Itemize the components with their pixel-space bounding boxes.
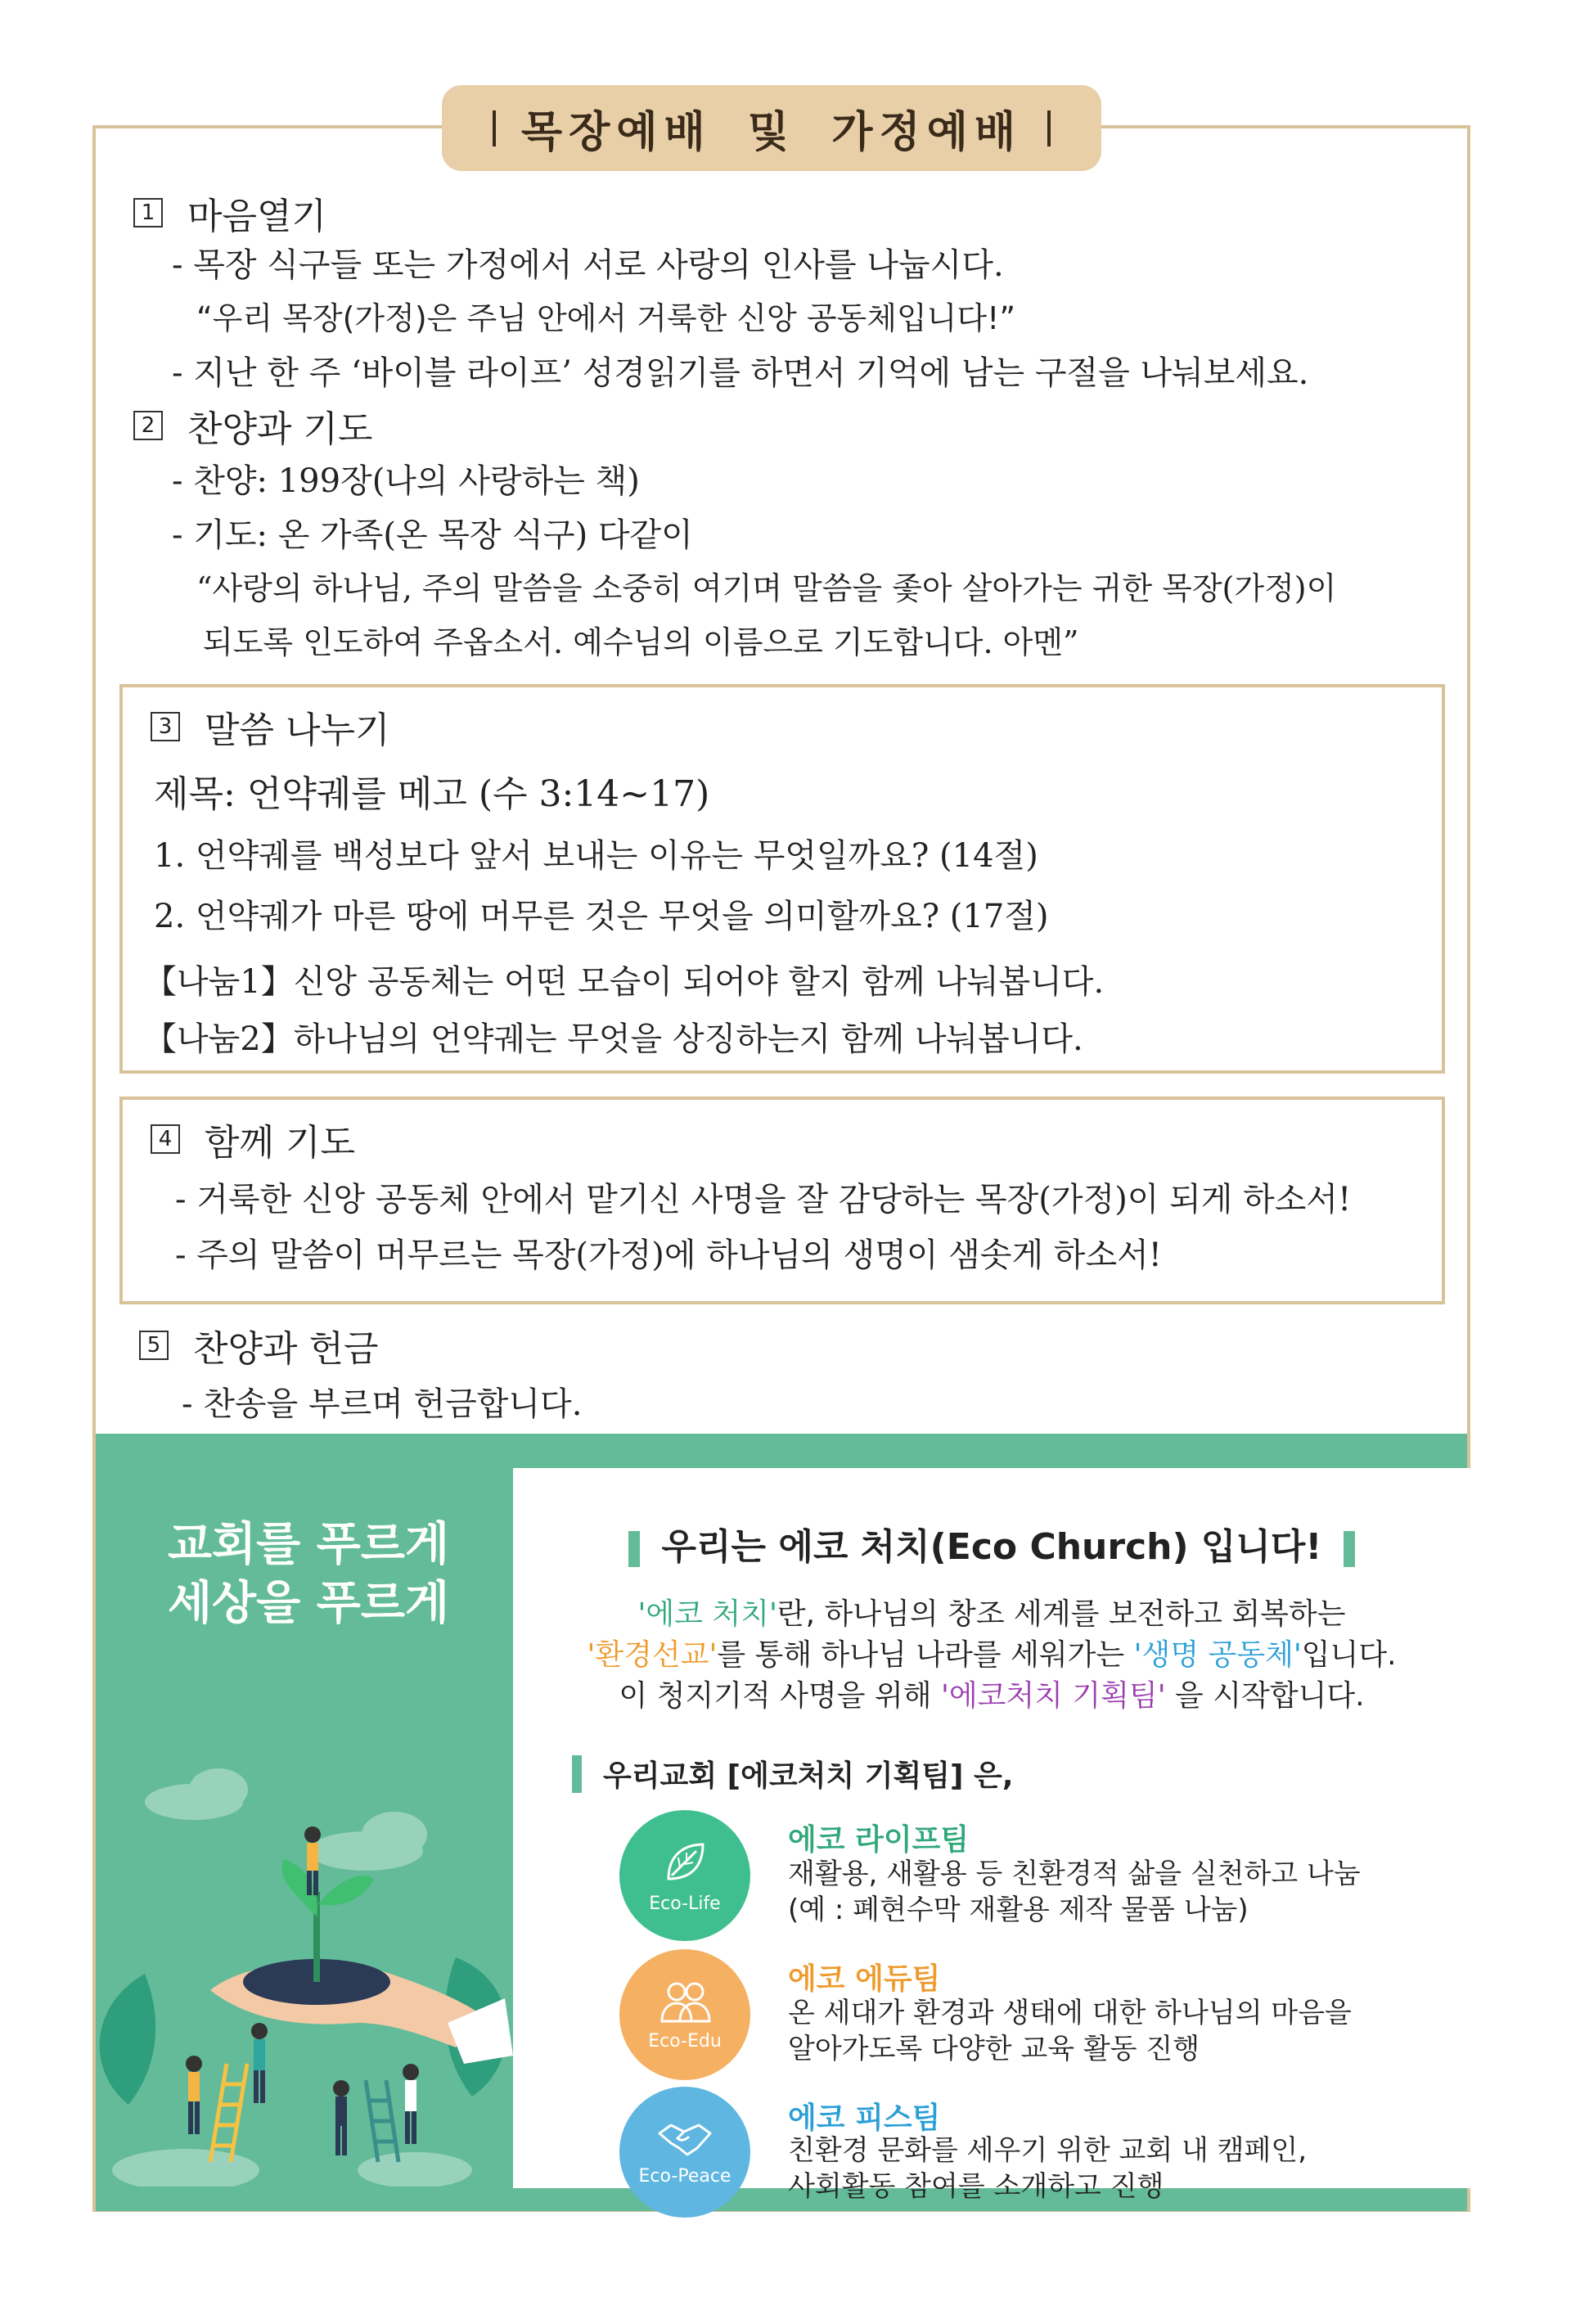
- text: 를 통해 하나님 나라를 세워가는: [717, 1638, 1134, 1672]
- slogan-line-1: 교회를 푸르게: [167, 1518, 450, 1571]
- title-bar-left: [493, 110, 496, 146]
- title-mark-left: [628, 1531, 640, 1567]
- team-name-life: 에코 라이프팀: [788, 1823, 970, 1857]
- sec4-line-2: - 주의 말씀이 머무르는 목장(가정)에 하나님의 생명이 샘솟게 하소서!: [175, 1236, 1162, 1274]
- eco-title: [513, 1517, 1470, 1570]
- slogan-line-2: 세상을 푸르게: [167, 1577, 450, 1630]
- person-icon: [403, 2064, 419, 2144]
- sec3-subject: 제목: 언약궤를 메고 (수 3:14~17): [154, 773, 710, 815]
- badge-label: Eco-Life: [649, 1893, 721, 1914]
- leaf-icon: [660, 1838, 709, 1887]
- section-title: 말씀 나누기: [205, 709, 390, 751]
- sec2-line-4: 되도록 인도하여 주옵소서. 예수님의 이름으로 기도합니다. 아멘”: [203, 624, 1079, 660]
- section-title: 찬양과 헌금: [193, 1328, 379, 1370]
- section-title: 함께 기도: [205, 1122, 356, 1164]
- title-mark-right: [1344, 1531, 1355, 1567]
- person-icon: [186, 2056, 202, 2134]
- sec4-line-1: - 거룩한 신앙 공동체 안에서 맡기신 사명을 잘 감당하는 목장(가정)이 되게 하소서!: [175, 1181, 1352, 1218]
- person-icon: [333, 2080, 349, 2155]
- team-desc-life-2: (예 : 폐현수막 재활용 제작 물품 나눔): [788, 1894, 1249, 1926]
- eco-info-panel: [513, 1468, 1470, 2203]
- eco-edu-badge: [619, 1949, 750, 2080]
- team-heading-mark: [572, 1755, 582, 1793]
- section-number: 4: [151, 1124, 180, 1154]
- highlight-eco-church: '에코 처치': [637, 1597, 777, 1631]
- sec5-line-1: - 찬송을 부르며 헌금합니다.: [182, 1385, 583, 1423]
- leaf-icon: [318, 1876, 374, 1905]
- ladder-icon: [210, 2064, 247, 2162]
- team-heading-text: 우리교회 [에코처치 기획팀] 은,: [603, 1759, 1014, 1793]
- text: 입니다.: [1301, 1638, 1397, 1672]
- section-2-heading: [133, 399, 373, 452]
- team-heading: [572, 1753, 1014, 1795]
- section-number: 5: [139, 1331, 169, 1360]
- sec1-line-2: “우리 목장(가정)은 주님 안에서 거룩한 신앙 공동체입니다!”: [196, 300, 1016, 336]
- ladder-icon: [366, 2080, 398, 2162]
- eco-paragraph-line-1: [513, 1591, 1470, 1633]
- page-title: [442, 85, 1101, 171]
- highlight-planning-team: '에코처치 기획팀': [940, 1679, 1166, 1713]
- section-title: 찬양과 기도: [187, 408, 373, 450]
- text: 란, 하나님의 창조 세계를 보전하고 회복하는: [776, 1597, 1346, 1631]
- text: 을 시작합니다.: [1165, 1679, 1365, 1713]
- section-title: 마음열기: [187, 196, 327, 237]
- eco-church-section: [96, 1434, 1467, 2211]
- section-number: 2: [133, 411, 163, 440]
- handshake-icon: [656, 2119, 713, 2160]
- section-number: 3: [151, 712, 180, 741]
- team-desc-peace-1: 친환경 문화를 세우기 위한 교회 내 캠페인,: [788, 2134, 1307, 2167]
- section-3-heading: [151, 700, 390, 753]
- people-icon: [659, 1979, 711, 2024]
- sec2-line-3: “사랑의 하나님, 주의 말씀을 소중히 여기며 말씀을 좇아 살아가는 귀한 목장(가정)이: [196, 570, 1337, 606]
- team-desc-life-1: 재활용, 새활용 등 친환경적 삶을 실천하고 나눔: [788, 1858, 1361, 1890]
- sec2-line-1: - 찬양: 199장(나의 사랑하는 책): [172, 462, 640, 500]
- badge-label: Eco-Edu: [648, 2030, 722, 2052]
- sec1-line-1: - 목장 식구들 또는 가정에서 서로 사랑의 인사를 나눕시다.: [172, 246, 1004, 284]
- page-title-text: 목장예배 및 가정예배: [520, 108, 1023, 157]
- team-name-edu: 에코 에듀팀: [788, 1962, 941, 1996]
- sec3-share-2: 【나눔2】하나님의 언약궤는 무엇을 상징하는지 함께 나눠봅니다.: [144, 1020, 1083, 1058]
- title-bar-right: [1047, 110, 1051, 146]
- eco-paragraph-line-3: [513, 1673, 1470, 1714]
- section-5-heading: [139, 1319, 379, 1371]
- team-desc-edu-1: 온 세대가 환경과 생태에 대한 하나님의 마음을: [788, 1997, 1352, 2029]
- person-icon: [251, 2023, 268, 2103]
- eco-title-text: 우리는 에코 처치(Eco Church) 입니다!: [661, 1526, 1322, 1568]
- leaf-icon: [100, 1974, 155, 2105]
- eco-slogan: [161, 1516, 456, 1633]
- sec2-line-2: - 기도: 온 가족(온 목장 식구) 다같이: [172, 516, 693, 554]
- eco-peace-badge: [619, 2087, 750, 2218]
- badge-label: Eco-Peace: [638, 2165, 731, 2187]
- sec3-question-2: 2. 언약궤가 마른 땅에 머무른 것은 무엇을 의미할까요? (17절): [154, 898, 1049, 935]
- eco-life-badge: [619, 1810, 750, 1941]
- sec3-question-1: 1. 언약궤를 백성보다 앞서 보내는 이유는 무엇일까요? (14절): [154, 837, 1038, 875]
- team-desc-peace-2: 사회활동 참여를 소개하고 진행: [788, 2170, 1164, 2203]
- sec1-line-3: - 지난 한 주 ‘바이블 라이프’ 성경읽기를 하면서 기억에 남는 구절을 나눠보세요.: [172, 354, 1309, 392]
- eco-illustration: [96, 1712, 513, 2187]
- section-4-heading: [151, 1113, 355, 1165]
- highlight-env-mission: '환경선교': [587, 1638, 718, 1672]
- sec3-share-1: 【나눔1】신앙 공동체는 어떤 모습이 되어야 할지 함께 나눠봅니다.: [144, 963, 1105, 1001]
- section-number: 1: [133, 198, 163, 227]
- highlight-life-community: '생명 공동체': [1133, 1638, 1302, 1672]
- text: 이 청지기적 사명을 위해: [619, 1679, 941, 1713]
- section-1-heading: [133, 187, 326, 239]
- team-name-peace: 에코 피스팀: [788, 2101, 941, 2135]
- team-desc-edu-2: 알아가도록 다양한 교육 활동 진행: [788, 2033, 1200, 2065]
- eco-paragraph-line-2: [513, 1632, 1470, 1673]
